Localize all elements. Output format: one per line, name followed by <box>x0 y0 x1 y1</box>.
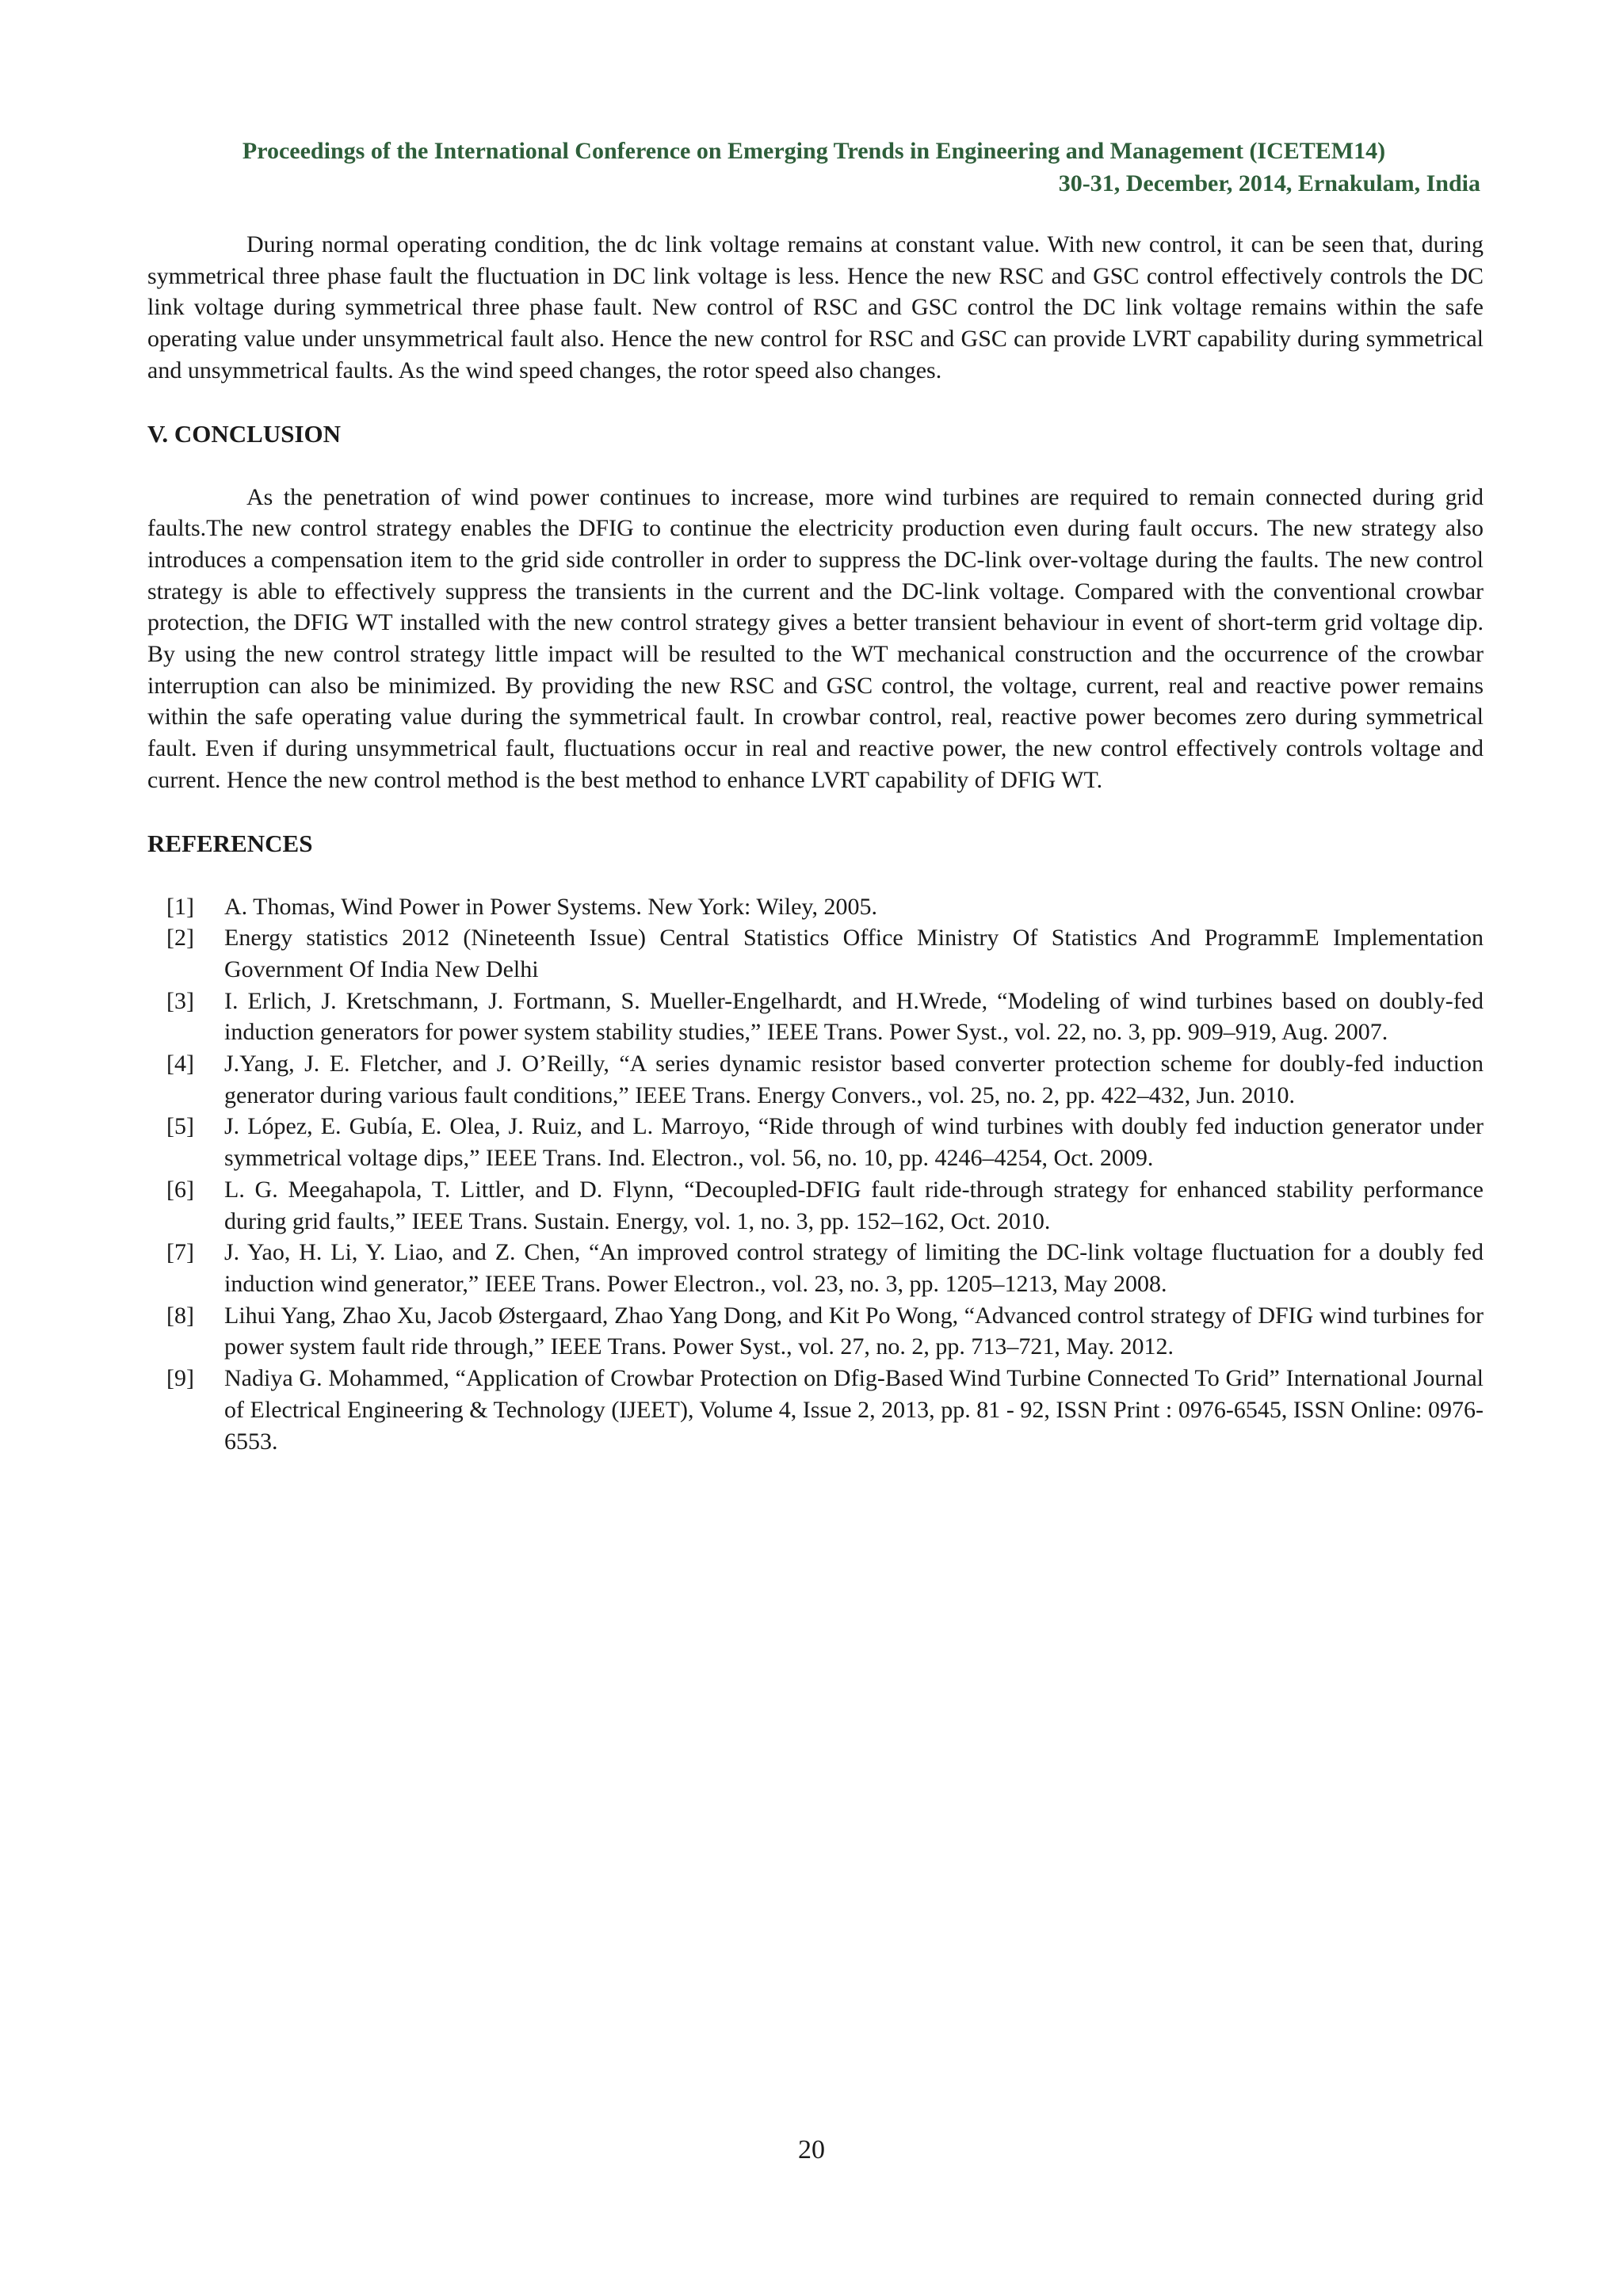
reference-text: A. Thomas, Wind Power in Power Systems. New York: Wiley, 2005. <box>224 893 877 920</box>
reference-item <box>147 1048 1484 1111</box>
reference-item <box>147 986 1484 1048</box>
reference-text: J. López, E. Gubía, E. Olea, J. Ruiz, and L. Marroyo, “Ride through of wind turbines with doubly fed induction generator under symmetrical voltage dips,” IEEE Trans. Ind. Electron., vol. 56, no. 10, pp. 4246–4254, Oct. 2009. <box>224 1113 1484 1172</box>
running-header <box>147 135 1480 200</box>
conclusion-paragraph: As the penetration of wind power continues to increase, more wind turbines are required to remain connected during grid faults.The new control strategy enables the DFIG to continue the electricity production even during fault occurs. The new strategy also introduces a compensation item to the grid side controller in order to suppress the DC-link over-voltage during the faults. The new control strategy is able to effectively suppress the transients in the current and the DC-link voltage. Compared with the conventional crowbar protection, the DFIG WT installed with the new control strategy gives a better transient behaviour in event of short-term grid voltage dip. By using the new control strategy little impact will be resulted to the WT mechanical construction and the occurrence of the crowbar interruption can also be minimized. By providing the new RSC and GSC control, the voltage, current, real and reactive power remains within the safe operating value during the symmetrical fault. In crowbar control, real, reactive power becomes zero during symmetrical fault. Even if during unsymmetrical fault, fluctuations occur in real and reactive power, the new control effectively controls voltage and current. Hence the new control method is the best method to enhance LVRT capability of DFIG WT. <box>147 483 1484 793</box>
reference-text: Lihui Yang, Zhao Xu, Jacob Østergaard, Zhao Yang Dong, and Kit Po Wong, “Advanced control strategy of DFIG wind turbines for power system fault ride through,” IEEE Trans. Power Syst., vol. 27, no. 2, pp. 713–721, May. 2012. <box>224 1302 1484 1360</box>
reference-number: [5] <box>166 1113 194 1140</box>
reference-number: [3] <box>166 987 194 1014</box>
reference-item <box>147 922 1484 985</box>
references-list <box>147 891 1484 1458</box>
intro-paragraph: During normal operating condition, the dc link voltage remains at constant value. With new control, it can be seen that, during symmetrical three phase fault the fluctuation in DC link voltage is less. Hence the new RSC and GSC control effectively controls the DC link voltage during symmetrical three phase fault. New control of RSC and GSC control the DC link voltage remains within the safe operating value under unsymmetrical fault also. Hence the new control for RSC and GSC can provide LVRT capability during symmetrical and unsymmetrical faults. As the wind speed changes, the rotor speed also changes. <box>147 231 1484 383</box>
reference-number: [4] <box>166 1051 194 1077</box>
reference-item <box>147 891 1484 923</box>
reference-text: L. G. Meegahapola, T. Littler, and D. Flynn, “Decoupled-DFIG fault ride-through strategy for enhanced stability performance during grid faults,” IEEE Trans. Sustain. Energy, vol. 1, no. 3, pp. 152–162, Oct. 2010. <box>224 1176 1484 1234</box>
reference-text: Energy statistics 2012 (Nineteenth Issue) Central Statistics Office Ministry Of Statistics And ProgrammE Implementation Government Of India New Delhi <box>224 925 1484 982</box>
reference-number: [8] <box>166 1302 194 1329</box>
conclusion-heading: V. CONCLUSION <box>147 419 342 448</box>
reference-number: [2] <box>166 925 194 952</box>
page-content <box>147 229 1484 1457</box>
header-conference-title: Proceedings of the International Conference on Emerging Trends in Engineering and Management (ICETEM14) <box>242 138 1386 164</box>
reference-item <box>147 1300 1484 1363</box>
header-conference-date-location: 30-31, December, 2014, Ernakulam, India <box>1058 170 1480 196</box>
reference-item <box>147 1174 1484 1237</box>
reference-number: [9] <box>166 1365 194 1392</box>
reference-item <box>147 1237 1484 1299</box>
reference-text: I. Erlich, J. Kretschmann, J. Fortmann, S. Mueller-Engelhardt, and H.Wrede, “Modeling of wind turbines based on doubly-fed induction generators for power system stability studies,” IEEE Trans. Power Syst., vol. 22, no. 3, pp. 909–919, Aug. 2007. <box>224 987 1484 1046</box>
reference-number: [1] <box>166 893 194 920</box>
reference-number: [7] <box>166 1239 194 1266</box>
reference-text: Nadiya G. Mohammed, “Application of Crowbar Protection on Dfig-Based Wind Turbine Connected To Grid” International Journal of Electrical Engineering & Technology (IJEET), Volume 4, Issue 2, 2013, pp. 81 - 92, ISSN Print : 0976-6545, ISSN Online: 0976-6553. <box>224 1365 1484 1455</box>
reference-text: J.Yang, J. E. Fletcher, and J. O’Reilly, “A series dynamic resistor based converter protection scheme for doubly-fed induction generator during various fault conditions,” IEEE Trans. Energy Convers., vol. 25, no. 2, pp. 422–432, Jun. 2010. <box>224 1051 1484 1108</box>
page-number: 20 <box>798 2135 825 2164</box>
reference-item <box>147 1111 1484 1173</box>
reference-item <box>147 1363 1484 1457</box>
reference-text: J. Yao, H. Li, Y. Liao, and Z. Chen, “An improved control strategy of limiting the DC-link voltage fluctuation for a doubly fed induction wind generator,” IEEE Trans. Power Electron., vol. 23, no. 3, pp. 1205–1213, May 2008. <box>224 1239 1484 1297</box>
references-heading: REFERENCES <box>147 829 313 857</box>
reference-number: [6] <box>166 1176 194 1203</box>
